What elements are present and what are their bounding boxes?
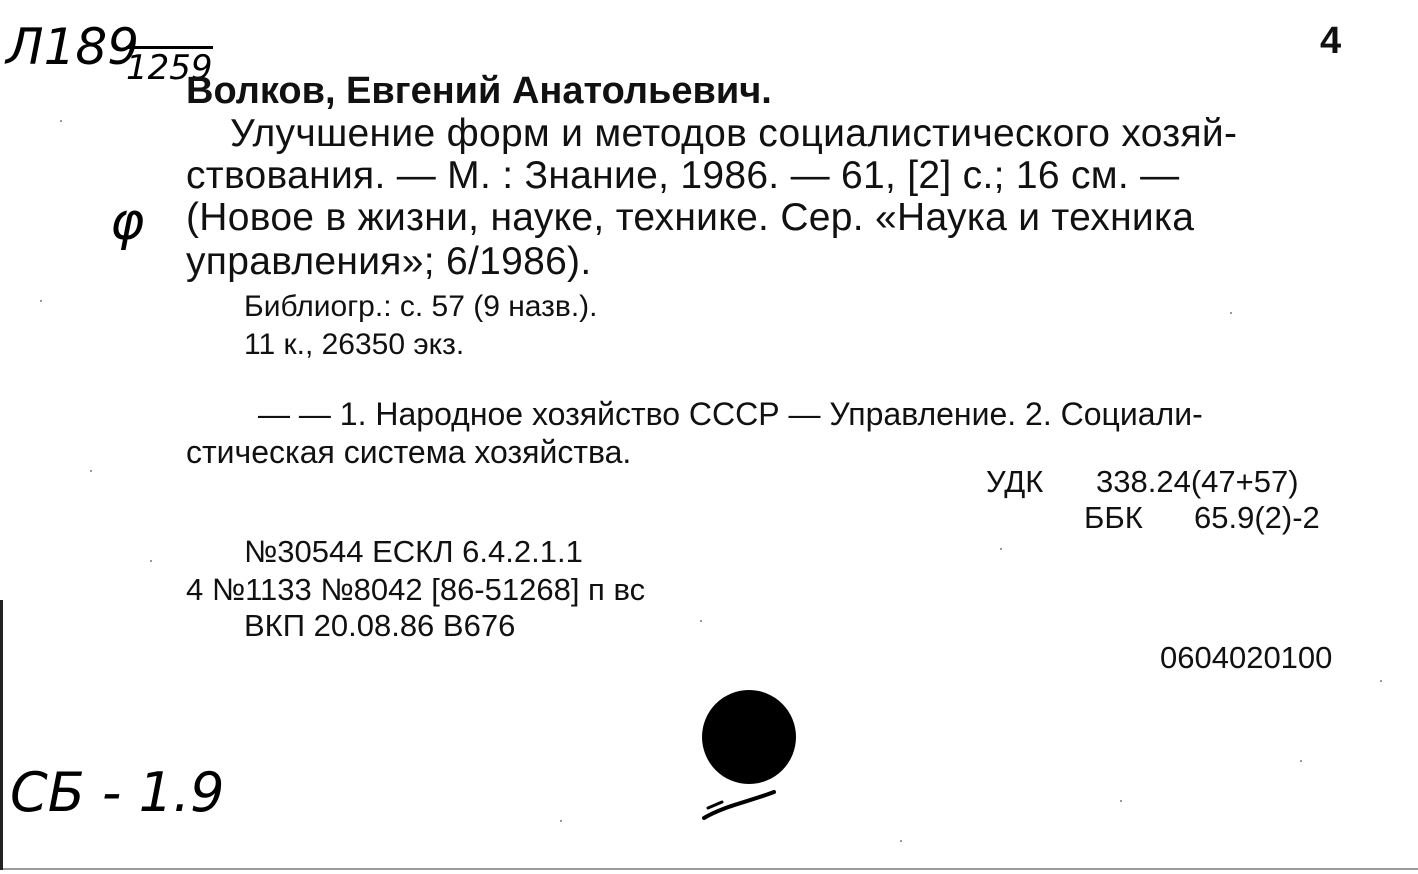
description-line: ствования. — М. : Знание, 1986. — 61, [2] с.; 16 см. — xyxy=(186,154,1180,197)
udk-value: 338.24(47+57) xyxy=(1096,464,1299,499)
scan-speck xyxy=(40,300,42,302)
bibliography-note: Библиогр.: с. 57 (9 назв.). xyxy=(244,290,598,323)
left-edge-line xyxy=(0,600,3,870)
punch-hole xyxy=(702,690,796,784)
scan-speck xyxy=(90,470,92,472)
print-info-line: №30544 ЕСКЛ 6.4.2.1.1 xyxy=(244,534,583,569)
handwritten-call-number-sup: 1259 xyxy=(126,48,213,88)
scan-speck xyxy=(560,820,562,822)
scan-speck xyxy=(150,560,152,562)
subject-headings-cont: стическая система хозяйства. xyxy=(186,434,632,470)
bbk-label: ББК xyxy=(1084,500,1143,535)
scan-speck xyxy=(700,620,702,622)
author-heading: Волков, Евгений Анатольевич. xyxy=(186,70,772,112)
description-line: Улучшение форм и методов социалистического хозяй- xyxy=(230,112,1238,155)
bbk-value: 65.9(2)-2 xyxy=(1194,500,1320,535)
scan-speck xyxy=(60,120,62,122)
description-line: (Новое в жизни, науке, технике. Сер. «Наука и техника xyxy=(186,196,1195,239)
hole-tail-mark xyxy=(700,780,790,826)
print-info-line: ВКП 20.08.86 В676 xyxy=(244,608,516,643)
scan-speck xyxy=(1300,760,1302,762)
print-info-line: 4 №1133 №8042 [86-51268] п вс xyxy=(186,572,646,607)
description-line: управления»; 6/1986). xyxy=(186,240,592,283)
card-number: 4 xyxy=(1320,20,1342,62)
scan-speck xyxy=(1120,800,1122,802)
scan-speck xyxy=(1380,680,1382,682)
code-number: 0604020100 xyxy=(1160,640,1333,675)
bottom-edge-line xyxy=(0,868,1418,870)
handwritten-shelf-mark: СБ - 1.9 xyxy=(10,761,225,824)
scan-speck xyxy=(900,840,902,842)
udk-label: УДК xyxy=(986,464,1044,499)
scan-speck xyxy=(1000,548,1002,550)
subject-headings: — — 1. Народное хозяйство СССР — Управление. 2. Социали- xyxy=(258,396,1203,432)
handwritten-call-number: Л189 xyxy=(6,18,140,76)
price-copies-note: 11 к., 26350 экз. xyxy=(244,328,465,361)
handwritten-margin-mark: φ xyxy=(110,192,145,252)
scan-speck xyxy=(1230,312,1232,314)
